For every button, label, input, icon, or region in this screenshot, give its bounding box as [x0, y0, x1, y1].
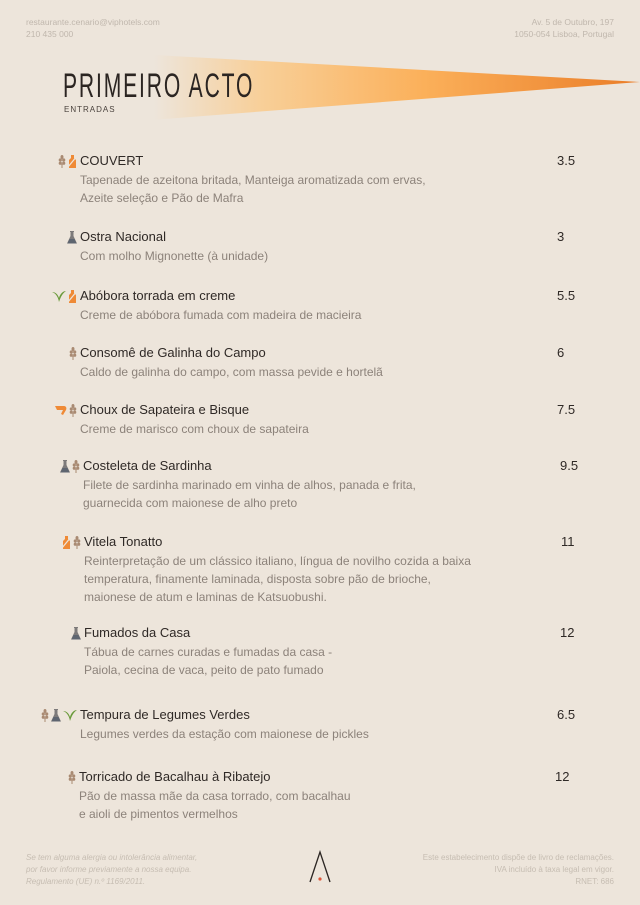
item-price: 5.5 — [557, 288, 576, 303]
item-price: 6 — [557, 345, 565, 360]
item-description: temperatura, finamente laminada, disposta sobre pão de brioche, — [84, 572, 431, 586]
item-title: Costeleta de Sardinha — [83, 458, 212, 473]
allergen-icons — [71, 626, 81, 640]
item-description: Creme de marisco com choux de sapateira — [80, 422, 309, 436]
contact-info — [26, 16, 160, 40]
leaf-icon — [52, 290, 66, 302]
item-description: Caldo de galinha do campo, com massa pevide e hortelã — [80, 365, 383, 379]
milk-icon — [68, 155, 77, 168]
allergen-icons — [67, 230, 77, 244]
section-title: PRIMEIRO ACTO — [63, 67, 255, 105]
allergen-icons — [41, 708, 77, 722]
item-title: Fumados da Casa — [84, 625, 191, 640]
item-description: Tábua de carnes curadas e fumadas da casa - — [84, 645, 333, 659]
allergen-icons — [62, 535, 81, 549]
item-price: 12 — [560, 625, 575, 640]
milk-icon — [62, 536, 71, 549]
allergen-icons — [60, 459, 80, 473]
item-description: Paiola, cecina de vaca, peito de pato fumado — [84, 663, 324, 677]
section-subtitle: ENTRADAS — [64, 105, 116, 114]
item-price: 11 — [561, 534, 575, 549]
item-description: Tapenade de azeitona britada, Manteiga aromatizada com ervas, — [80, 173, 426, 187]
item-price: 9.5 — [560, 458, 579, 473]
item-description: guarnecida com maionese de alho preto — [83, 496, 298, 510]
item-description: Creme de abóbora fumada com madeira de macieira — [80, 308, 362, 322]
flask-icon — [67, 231, 77, 244]
allergen-icons — [69, 346, 77, 360]
item-title: Abóbora torrada em creme — [80, 288, 236, 303]
item-price: 6.5 — [557, 707, 576, 722]
item-description: Legumes verdes da estação com maionese de pickles — [80, 727, 369, 741]
item-price: 3 — [557, 229, 565, 244]
allergen-icons — [52, 289, 77, 303]
milk-icon — [68, 290, 77, 303]
flask-icon — [51, 709, 61, 722]
wheat-icon — [69, 347, 77, 360]
address-line: 1050-054 Lisboa, Portugal — [514, 29, 614, 39]
wheat-icon — [58, 155, 66, 168]
item-title: Torricado de Bacalhau à Ribatejo — [79, 769, 271, 784]
allergen-icons — [68, 770, 76, 784]
wheat-icon — [41, 709, 49, 722]
logo-icon — [306, 850, 334, 884]
item-price: 12 — [555, 769, 570, 784]
item-price: 3.5 — [557, 153, 576, 168]
item-description: Azeite seleção e Pão de Mafra — [80, 191, 244, 205]
wheat-icon — [73, 536, 81, 549]
wheat-icon — [69, 404, 77, 417]
address — [514, 16, 614, 40]
notice-line: Regulamento (UE) n.º 1169/2011. — [26, 877, 146, 886]
wheat-icon — [72, 460, 80, 473]
allergy-notice — [26, 852, 197, 888]
item-title: Consomê de Galinha do Campo — [80, 345, 266, 360]
address-line: Av. 5 de Outubro, 197 — [531, 17, 614, 27]
leaf-icon — [63, 709, 77, 721]
legal-notice — [423, 852, 614, 888]
flask-icon — [71, 627, 81, 640]
email: restaurante.cenario@viphotels.com — [26, 17, 160, 27]
item-description: e aioli de pimentos vermelhos — [79, 807, 238, 821]
item-description: Reinterpretação de um clássico italiano, língua de novilho cozida a baixa — [84, 554, 471, 568]
phone: 210 435 000 — [26, 29, 74, 39]
notice-line: por favor informe previamente a nossa equipa. — [26, 865, 192, 874]
item-title: Choux de Sapateira e Bisque — [80, 402, 250, 417]
item-title: Tempura de Legumes Verdes — [80, 707, 250, 722]
item-description: maionese de atum e laminas de Katsuobushi. — [84, 590, 327, 604]
notice-line: RNET: 686 — [575, 877, 614, 886]
wheat-icon — [68, 771, 76, 784]
allergen-icons — [54, 403, 77, 417]
item-title: Ostra Nacional — [80, 229, 166, 244]
flask-icon — [60, 460, 70, 473]
item-price: 7.5 — [557, 402, 576, 417]
allergen-icons — [58, 154, 77, 168]
item-title: COUVERT — [80, 153, 144, 168]
shrimp-icon — [54, 404, 67, 416]
notice-line: IVA incluído à taxa legal em vigor. — [494, 865, 614, 874]
item-description: Pão de massa mãe da casa torrado, com bacalhau — [79, 789, 351, 803]
item-description: Com molho Mignonette (à unidade) — [80, 249, 269, 263]
notice-line: Se tem alguma alergia ou intolerância alimentar, — [26, 853, 198, 862]
notice-line: Este estabelecimento dispõe de livro de reclamações. — [422, 853, 614, 862]
item-title: Vitela Tonatto — [84, 534, 163, 549]
item-description: Filete de sardinha marinado em vinha de alhos, panada e frita, — [83, 478, 416, 492]
